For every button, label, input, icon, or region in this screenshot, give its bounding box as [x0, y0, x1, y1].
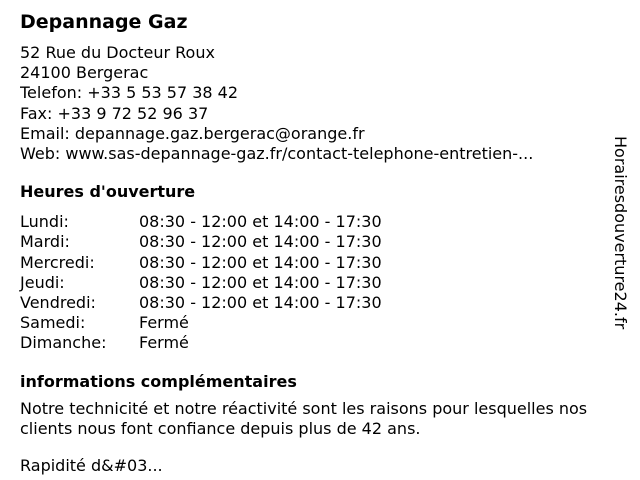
additional-info-teaser: Rapidité d&#03...: [20, 455, 163, 475]
hours-day: Lundi:: [20, 212, 69, 232]
hours-time: 08:30 - 12:00 et 14:00 - 17:30: [139, 293, 382, 313]
site-watermark: Horairesdouverture24.fr: [611, 136, 630, 330]
web-line: Web: www.sas-depannage-gaz.fr/contact-telephone-entretien-...: [20, 144, 534, 164]
hours-time: 08:30 - 12:00 et 14:00 - 17:30: [139, 232, 382, 252]
postal-city: 24100 Bergerac: [20, 63, 149, 83]
email-line: Email: depannage.gaz.bergerac@orange.fr: [20, 123, 365, 143]
hours-time: Fermé: [139, 313, 189, 333]
hours-row-saturday: [20, 313, 600, 333]
hours-row-sunday: [20, 333, 600, 353]
hours-time: 08:30 - 12:00 et 14:00 - 17:30: [139, 252, 382, 272]
street-address: 52 Rue du Docteur Roux: [20, 43, 215, 62]
fax-line: Fax: +33 9 72 52 96 37: [20, 103, 209, 123]
hours-time: 08:30 - 12:00 et 14:00 - 17:30: [139, 212, 382, 232]
business-name: Depannage Gaz: [20, 11, 188, 33]
phone-line: Telefon: +33 5 53 57 38 42: [20, 83, 239, 103]
hours-row-monday: [20, 212, 600, 232]
hours-day: Vendredi:: [20, 293, 96, 313]
hours-day: Mardi:: [20, 232, 70, 252]
hours-row-thursday: [20, 273, 600, 293]
hours-time: Fermé: [139, 333, 189, 353]
hours-day: Dimanche:: [20, 333, 107, 353]
additional-info-text: Notre technicité et notre réactivité sont les raisons pour lesquelles nos clients nous font confiance depuis plus de 42 ans.: [20, 398, 588, 439]
additional-info-heading: informations complémentaires: [20, 371, 297, 391]
hours-row-friday: [20, 293, 600, 313]
hours-day: Samedi:: [20, 313, 86, 333]
contact-block: [20, 43, 600, 164]
business-card: [20, 10, 600, 476]
hours-row-tuesday: [20, 232, 600, 252]
opening-hours-heading: Heures d'ouverture: [20, 182, 196, 202]
hours-day: Mercredi:: [20, 252, 95, 272]
hours-time: 08:30 - 12:00 et 14:00 - 17:30: [139, 272, 382, 292]
hours-row-wednesday: [20, 253, 600, 273]
hours-day: Jeudi:: [20, 272, 65, 292]
opening-hours-table: [20, 212, 600, 353]
